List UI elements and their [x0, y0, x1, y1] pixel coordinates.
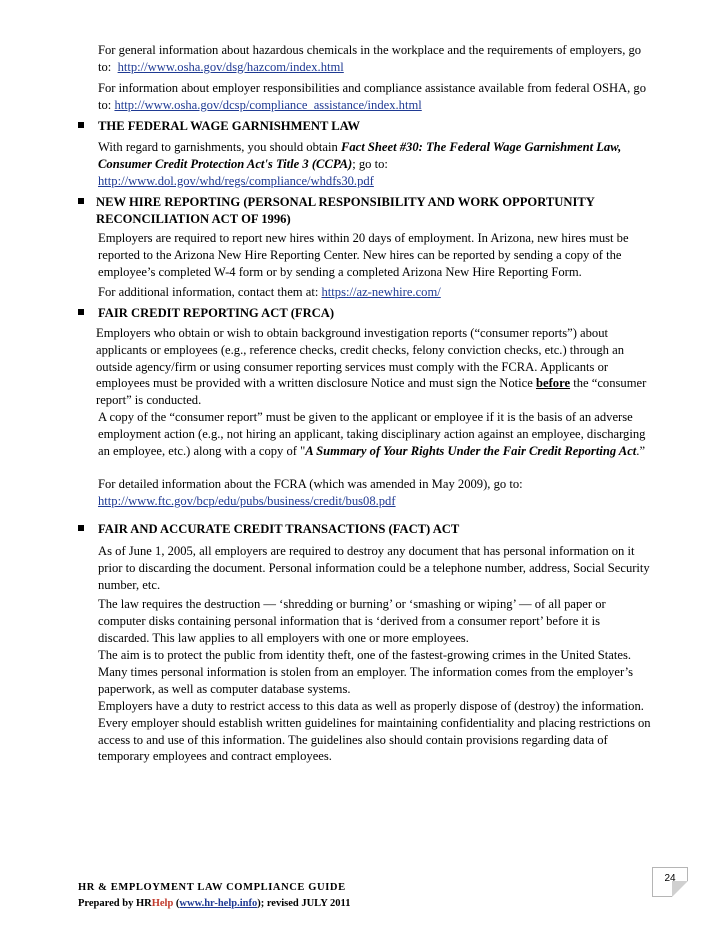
page-number-box: [652, 867, 688, 897]
fcra-text-2b: .”: [636, 443, 646, 458]
fact-paragraph-2: [98, 596, 654, 646]
fact-paragraph-4: [98, 698, 654, 765]
new-hire-contact-paragraph: [98, 284, 654, 301]
footer-site-link[interactable]: www.hr-help.info: [179, 898, 258, 909]
garnishment-link[interactable]: http://www.dol.gov/whd/regs/compliance/whdfs30.pdf: [98, 173, 374, 188]
new-hire-paragraph: [98, 230, 654, 280]
bullet-icon: [78, 525, 84, 531]
bullet-icon: [78, 309, 84, 315]
footer-open-paren: (: [173, 898, 180, 909]
hazcom-link[interactable]: http://www.osha.gov/dsg/hazcom/index.html: [117, 59, 344, 74]
fact-text-2: The law requires the destruction — ‘shredding or burning’ or ‘smashing or wiping’ — of all paper or computer disks containing personal information that is ‘derived from a consumer report’ before it is discarded. This law applies to all employers with one or more employees.: [98, 597, 606, 645]
fcra-detail-text: For detailed information about the FCRA (which was amended in May 2009), go to:: [98, 477, 523, 491]
rights-summary-title: A Summary of Your Rights Under the Fair Credit Reporting Act: [305, 443, 637, 458]
fact-text-4: Employers have a duty to restrict access to this data as well as properly dispose of (destroy) the information. Every employer should establish written guidelines for maintaining confidentiality and placing restrictions on access to and use of this information. The guidelines also should contain provisions regarding data of temporary employees and contract employees.: [98, 699, 651, 764]
fact-paragraph-1: [98, 543, 654, 593]
bullet-icon: [78, 198, 84, 204]
footer-revised-text: ); revised JULY 2011: [257, 898, 351, 909]
fcra-text-2a: A copy of the “consumer report” must be given to the applicant or employee if it is the basis of an adverse employment action (e.g., not hiring an applicant, taking disciplinary action against an employee, discharging an employee, etc.) along with a copy of ": [98, 410, 646, 458]
footer-prepared-line: [78, 898, 350, 909]
fcra-text-1b: the “consumer report” is conducted.: [96, 376, 647, 408]
new-hire-text: Employers are required to report new hires within 20 days of employment. In Arizona, new hires must be reported to the Arizona New Hire Reporting Center. New hires can be reported by sending a copy of the employee’s completed W-4 form or by sending a completed Arizona New Hire Reporting Form.: [98, 231, 629, 279]
footer-help-brand: Help: [151, 898, 174, 909]
fcra-paragraph-1: [96, 325, 656, 409]
fact-text-1: As of June 1, 2005, all employers are required to destroy any document that has personal information on it prior to discarding the document. Personal information could be a telephone number, address, Social Security number, etc.: [98, 544, 650, 592]
fact-sheet-title: Fact Sheet #30: The Federal Wage Garnishment Law, Consumer Credit Protection Act's Title 3 (CCPA): [98, 140, 622, 171]
new-hire-heading-text: NEW HIRE REPORTING (PERSONAL RESPONSIBILITY AND WORK OPPORTUNITY RECONCILIATION ACT OF 1996): [96, 195, 595, 226]
garnishment-paragraph: [98, 139, 654, 189]
osha-assist-text: For information about employer responsibilities and compliance assistance available from federal OSHA, go to:: [98, 81, 647, 112]
new-hire-contact-text: For additional information, contact them at:: [98, 285, 319, 299]
before-emphasis: before: [536, 376, 571, 391]
fcra-paragraph-2: [98, 409, 654, 459]
osha-assist-paragraph: [98, 80, 654, 114]
osha-assist-link[interactable]: http://www.osha.gov/dcsp/compliance_assistance/index.html: [114, 97, 422, 112]
fcra-link[interactable]: http://www.ftc.gov/bcp/edu/pubs/business/credit/bus08.pdf: [98, 493, 396, 508]
new-hire-link[interactable]: https://az-newhire.com/: [321, 285, 441, 299]
fact-paragraph-3: [98, 647, 654, 697]
fcra-text-1a: Employers who obtain or wish to obtain background investigation reports (“consumer reports”) about applicants or employees (e.g., reference checks, credit checks, felony conviction checks, etc.) through an outside agency/firm or using consumer reporting services must comply with the FCRA. Applicants or employees must be provided with a written disclosure Notice and must sign the Notice: [96, 326, 625, 391]
page-curl-icon: [672, 881, 688, 897]
bullet-icon: [78, 122, 84, 128]
fact-text-3: The aim is to protect the public from identity theft, one of the fastest-growing crimes in the United States. Many times personal information is stolen from an employer. The information comes from the employer’s paperwork, as well as computer database systems.: [98, 648, 634, 696]
garnishment-text-end: ; go to:: [352, 156, 388, 171]
footer-prepared-text: Prepared by HR: [78, 898, 152, 909]
fact-heading-text: FAIR AND ACCURATE CREDIT TRANSACTIONS (FACT) ACT: [98, 522, 460, 536]
garnishment-heading-text: THE FEDERAL WAGE GARNISHMENT LAW: [98, 119, 360, 133]
garnishment-text: With regard to garnishments, you should obtain: [98, 140, 338, 154]
fcra-heading-text: FAIR CREDIT REPORTING ACT (FRCA): [98, 306, 335, 320]
footer-title: HR & EMPLOYMENT LAW COMPLIANCE GUIDE: [78, 882, 346, 893]
hazcom-text: For general information about hazardous chemicals in the workplace and the requirements of employers, go to:: [98, 43, 642, 74]
hazcom-paragraph: [98, 42, 654, 76]
fcra-detail-paragraph: [98, 476, 654, 510]
page-number: 24: [664, 873, 676, 884]
